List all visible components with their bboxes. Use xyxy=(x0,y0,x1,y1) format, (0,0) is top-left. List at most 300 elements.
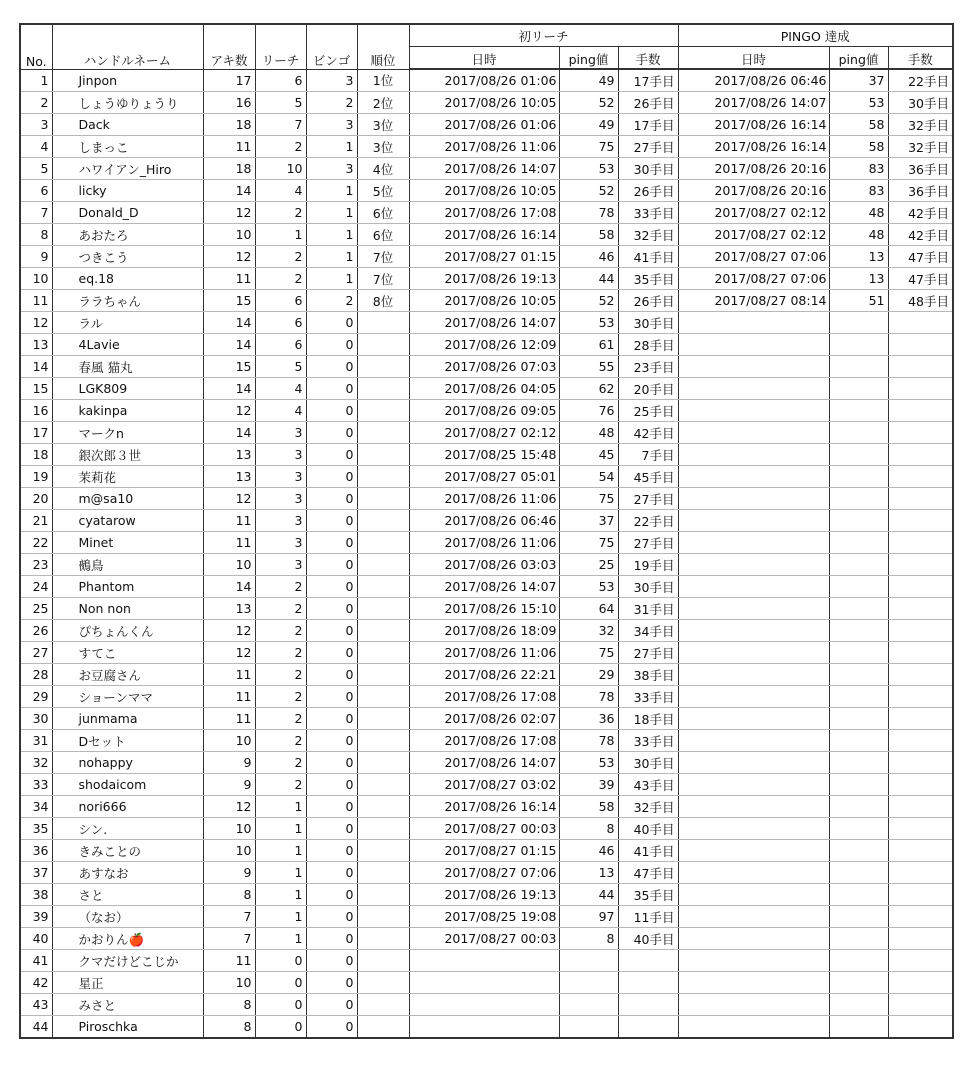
cell-aki: 10 xyxy=(203,818,255,840)
cell-reach-moves: 30手目 xyxy=(618,576,678,598)
cell-reach-datetime: 2017/08/27 02:12 xyxy=(409,422,559,444)
cell-no: 37 xyxy=(20,862,52,884)
cell-reach-datetime xyxy=(409,972,559,994)
cell-aki: 11 xyxy=(203,686,255,708)
cell-name: Minet xyxy=(52,532,203,554)
cell-pingo-moves xyxy=(888,950,953,972)
cell-no: 21 xyxy=(20,510,52,532)
cell-pingo-datetime xyxy=(678,818,829,840)
cell-reach-ping: 58 xyxy=(559,224,618,246)
cell-reach: 3 xyxy=(255,554,306,576)
cell-reach: 3 xyxy=(255,422,306,444)
cell-pingo-datetime xyxy=(678,906,829,928)
cell-pingo-moves xyxy=(888,554,953,576)
cell-aki: 11 xyxy=(203,268,255,290)
cell-aki: 14 xyxy=(203,312,255,334)
cell-reach: 3 xyxy=(255,444,306,466)
cell-name: つきこう xyxy=(52,246,203,268)
cell-reach: 2 xyxy=(255,268,306,290)
cell-pingo-datetime xyxy=(678,510,829,532)
cell-bingo: 0 xyxy=(306,356,357,378)
cell-name: マークn xyxy=(52,422,203,444)
cell-reach-moves: 47手目 xyxy=(618,862,678,884)
cell-pingo-ping xyxy=(829,334,888,356)
cell-reach: 2 xyxy=(255,598,306,620)
cell-bingo: 0 xyxy=(306,730,357,752)
cell-reach: 0 xyxy=(255,950,306,972)
cell-reach: 6 xyxy=(255,290,306,312)
cell-bingo: 0 xyxy=(306,862,357,884)
cell-pingo-ping xyxy=(829,1016,888,1039)
cell-pingo-datetime: 2017/08/26 14:07 xyxy=(678,92,829,114)
cell-aki: 14 xyxy=(203,334,255,356)
cell-bingo: 0 xyxy=(306,906,357,928)
cell-no: 42 xyxy=(20,972,52,994)
cell-reach-datetime: 2017/08/26 03:03 xyxy=(409,554,559,576)
table-row xyxy=(20,268,953,290)
cell-reach-datetime: 2017/08/26 06:46 xyxy=(409,510,559,532)
cell-pingo-moves: 22手目 xyxy=(888,69,953,92)
cell-reach-moves: 19手目 xyxy=(618,554,678,576)
table-row xyxy=(20,796,953,818)
cell-name: かおりん🍎 xyxy=(52,928,203,950)
cell-reach: 3 xyxy=(255,488,306,510)
cell-pingo-datetime: 2017/08/26 20:16 xyxy=(678,158,829,180)
cell-reach: 6 xyxy=(255,334,306,356)
cell-bingo: 0 xyxy=(306,488,357,510)
cell-reach-moves: 40手目 xyxy=(618,928,678,950)
cell-reach-ping: 29 xyxy=(559,664,618,686)
cell-pingo-ping xyxy=(829,664,888,686)
cell-rank xyxy=(357,532,409,554)
cell-bingo: 0 xyxy=(306,796,357,818)
cell-aki: 13 xyxy=(203,598,255,620)
cell-reach-datetime: 2017/08/26 15:10 xyxy=(409,598,559,620)
cell-pingo-ping xyxy=(829,444,888,466)
cell-aki: 13 xyxy=(203,444,255,466)
cell-bingo: 3 xyxy=(306,69,357,92)
cell-no: 28 xyxy=(20,664,52,686)
cell-pingo-moves xyxy=(888,532,953,554)
header-first-reach: 初リーチ xyxy=(409,24,678,47)
cell-pingo-moves xyxy=(888,774,953,796)
cell-aki: 12 xyxy=(203,400,255,422)
cell-name: 銀次郎３世 xyxy=(52,444,203,466)
cell-aki: 9 xyxy=(203,774,255,796)
cell-reach-datetime: 2017/08/26 17:08 xyxy=(409,686,559,708)
cell-bingo: 1 xyxy=(306,224,357,246)
table-row xyxy=(20,928,953,950)
cell-no: 44 xyxy=(20,1016,52,1039)
cell-pingo-moves xyxy=(888,752,953,774)
cell-rank xyxy=(357,312,409,334)
cell-pingo-datetime xyxy=(678,400,829,422)
cell-rank: 7位 xyxy=(357,246,409,268)
cell-reach-moves: 26手目 xyxy=(618,290,678,312)
table-row xyxy=(20,312,953,334)
cell-name: kakinpa xyxy=(52,400,203,422)
table-row xyxy=(20,950,953,972)
cell-pingo-datetime xyxy=(678,422,829,444)
cell-reach-ping: 53 xyxy=(559,312,618,334)
cell-reach-datetime xyxy=(409,1016,559,1039)
cell-name: Dセット xyxy=(52,730,203,752)
cell-pingo-moves xyxy=(888,444,953,466)
cell-name: ララちゃん xyxy=(52,290,203,312)
header-pingo: PINGO 達成 xyxy=(678,24,953,47)
cell-rank xyxy=(357,774,409,796)
cell-no: 12 xyxy=(20,312,52,334)
cell-reach-datetime: 2017/08/26 17:08 xyxy=(409,730,559,752)
cell-name: LGK809 xyxy=(52,378,203,400)
cell-name: m@sa10 xyxy=(52,488,203,510)
cell-reach-datetime: 2017/08/27 03:02 xyxy=(409,774,559,796)
cell-bingo: 0 xyxy=(306,950,357,972)
cell-name: Phantom xyxy=(52,576,203,598)
cell-pingo-ping: 58 xyxy=(829,136,888,158)
cell-pingo-moves xyxy=(888,510,953,532)
cell-pingo-datetime xyxy=(678,686,829,708)
table-row xyxy=(20,686,953,708)
cell-reach: 4 xyxy=(255,400,306,422)
table-row xyxy=(20,246,953,268)
cell-pingo-ping: 48 xyxy=(829,202,888,224)
cell-reach-moves: 27手目 xyxy=(618,532,678,554)
cell-reach-datetime: 2017/08/26 14:07 xyxy=(409,312,559,334)
cell-reach: 1 xyxy=(255,906,306,928)
cell-pingo-ping: 13 xyxy=(829,246,888,268)
cell-reach-datetime: 2017/08/26 19:13 xyxy=(409,884,559,906)
cell-reach-moves: 30手目 xyxy=(618,752,678,774)
cell-reach-datetime: 2017/08/26 22:21 xyxy=(409,664,559,686)
table-row xyxy=(20,730,953,752)
cell-pingo-ping xyxy=(829,686,888,708)
cell-name: Piroschka xyxy=(52,1016,203,1039)
cell-aki: 12 xyxy=(203,642,255,664)
cell-bingo: 0 xyxy=(306,466,357,488)
cell-bingo: 0 xyxy=(306,752,357,774)
cell-name: junmama xyxy=(52,708,203,730)
cell-reach-datetime: 2017/08/25 19:08 xyxy=(409,906,559,928)
cell-no: 39 xyxy=(20,906,52,928)
cell-pingo-datetime xyxy=(678,444,829,466)
table-row xyxy=(20,532,953,554)
cell-pingo-moves: 32手目 xyxy=(888,136,953,158)
cell-aki: 13 xyxy=(203,466,255,488)
cell-reach-ping: 75 xyxy=(559,532,618,554)
cell-reach-datetime: 2017/08/26 02:07 xyxy=(409,708,559,730)
cell-reach-ping: 62 xyxy=(559,378,618,400)
cell-reach-moves: 32手目 xyxy=(618,796,678,818)
cell-reach-ping: 78 xyxy=(559,730,618,752)
cell-rank: 3位 xyxy=(357,136,409,158)
cell-reach: 5 xyxy=(255,92,306,114)
cell-rank xyxy=(357,884,409,906)
cell-reach-moves: 26手目 xyxy=(618,180,678,202)
cell-reach-moves: 23手目 xyxy=(618,356,678,378)
header-pingo-moves: 手数 xyxy=(888,47,953,70)
cell-reach: 1 xyxy=(255,884,306,906)
cell-pingo-ping xyxy=(829,928,888,950)
cell-bingo: 0 xyxy=(306,400,357,422)
cell-reach: 2 xyxy=(255,620,306,642)
cell-no: 4 xyxy=(20,136,52,158)
cell-aki: 7 xyxy=(203,906,255,928)
cell-bingo: 0 xyxy=(306,818,357,840)
cell-rank xyxy=(357,730,409,752)
cell-reach-ping xyxy=(559,1016,618,1039)
cell-rank xyxy=(357,642,409,664)
cell-bingo: 0 xyxy=(306,642,357,664)
cell-name: 鵺鳥 xyxy=(52,554,203,576)
table-row xyxy=(20,620,953,642)
table-row xyxy=(20,378,953,400)
table-row xyxy=(20,906,953,928)
cell-rank xyxy=(357,1016,409,1039)
cell-reach: 7 xyxy=(255,114,306,136)
cell-pingo-moves xyxy=(888,1016,953,1039)
table-row xyxy=(20,752,953,774)
cell-reach-datetime: 2017/08/26 11:06 xyxy=(409,642,559,664)
cell-reach-ping: 8 xyxy=(559,818,618,840)
cell-bingo: 0 xyxy=(306,510,357,532)
cell-reach-moves xyxy=(618,1016,678,1039)
cell-bingo: 3 xyxy=(306,158,357,180)
cell-aki: 8 xyxy=(203,1016,255,1039)
cell-reach-moves: 45手目 xyxy=(618,466,678,488)
cell-reach-datetime: 2017/08/27 01:15 xyxy=(409,840,559,862)
cell-pingo-ping xyxy=(829,554,888,576)
cell-reach-datetime: 2017/08/26 01:06 xyxy=(409,114,559,136)
cell-reach-datetime: 2017/08/26 17:08 xyxy=(409,202,559,224)
cell-name: nohappy xyxy=(52,752,203,774)
cell-pingo-datetime xyxy=(678,994,829,1016)
cell-aki: 14 xyxy=(203,422,255,444)
cell-reach-ping: 75 xyxy=(559,488,618,510)
cell-pingo-ping: 37 xyxy=(829,69,888,92)
cell-pingo-ping xyxy=(829,422,888,444)
cell-pingo-datetime xyxy=(678,532,829,554)
cell-reach-ping: 97 xyxy=(559,906,618,928)
cell-pingo-datetime xyxy=(678,664,829,686)
cell-aki: 11 xyxy=(203,136,255,158)
table-row xyxy=(20,202,953,224)
cell-aki: 12 xyxy=(203,796,255,818)
cell-rank xyxy=(357,928,409,950)
table-row xyxy=(20,862,953,884)
cell-aki: 11 xyxy=(203,708,255,730)
cell-pingo-ping xyxy=(829,466,888,488)
cell-pingo-ping xyxy=(829,488,888,510)
cell-pingo-moves xyxy=(888,840,953,862)
cell-pingo-ping xyxy=(829,312,888,334)
cell-pingo-moves: 47手目 xyxy=(888,246,953,268)
cell-name: クマだけどこじか xyxy=(52,950,203,972)
cell-aki: 12 xyxy=(203,620,255,642)
cell-name: Donald_D xyxy=(52,202,203,224)
cell-reach: 1 xyxy=(255,862,306,884)
cell-reach: 0 xyxy=(255,1016,306,1039)
cell-pingo-datetime xyxy=(678,1016,829,1039)
cell-bingo: 0 xyxy=(306,686,357,708)
cell-reach-ping: 53 xyxy=(559,158,618,180)
cell-pingo-moves xyxy=(888,928,953,950)
cell-reach-moves: 38手目 xyxy=(618,664,678,686)
cell-reach-moves: 40手目 xyxy=(618,818,678,840)
cell-no: 34 xyxy=(20,796,52,818)
cell-no: 43 xyxy=(20,994,52,1016)
cell-rank: 5位 xyxy=(357,180,409,202)
cell-bingo: 3 xyxy=(306,114,357,136)
cell-pingo-ping: 51 xyxy=(829,290,888,312)
cell-pingo-moves: 32手目 xyxy=(888,114,953,136)
header-reach-datetime: 日時 xyxy=(409,47,559,70)
table-row xyxy=(20,224,953,246)
cell-pingo-ping xyxy=(829,752,888,774)
cell-bingo: 0 xyxy=(306,532,357,554)
cell-name: Jinpon xyxy=(52,69,203,92)
cell-reach-datetime xyxy=(409,950,559,972)
cell-aki: 7 xyxy=(203,928,255,950)
cell-rank xyxy=(357,378,409,400)
cell-reach-moves: 27手目 xyxy=(618,642,678,664)
cell-bingo: 2 xyxy=(306,92,357,114)
cell-reach: 0 xyxy=(255,994,306,1016)
cell-pingo-moves: 30手目 xyxy=(888,92,953,114)
table-row xyxy=(20,994,953,1016)
cell-pingo-datetime xyxy=(678,620,829,642)
cell-name: ぴちょんくん xyxy=(52,620,203,642)
cell-aki: 11 xyxy=(203,950,255,972)
cell-reach: 10 xyxy=(255,158,306,180)
cell-rank xyxy=(357,620,409,642)
cell-no: 22 xyxy=(20,532,52,554)
cell-aki: 12 xyxy=(203,246,255,268)
cell-reach: 3 xyxy=(255,466,306,488)
cell-reach-moves: 28手目 xyxy=(618,334,678,356)
cell-reach-moves: 30手目 xyxy=(618,158,678,180)
cell-rank xyxy=(357,686,409,708)
cell-reach-ping: 54 xyxy=(559,466,618,488)
cell-pingo-moves: 36手目 xyxy=(888,158,953,180)
table-row xyxy=(20,69,953,92)
cell-bingo: 0 xyxy=(306,664,357,686)
cell-pingo-moves xyxy=(888,818,953,840)
cell-pingo-ping xyxy=(829,532,888,554)
cell-pingo-ping xyxy=(829,972,888,994)
cell-rank xyxy=(357,422,409,444)
header-name: ハンドルネーム xyxy=(52,24,203,69)
cell-pingo-moves xyxy=(888,576,953,598)
cell-bingo: 0 xyxy=(306,554,357,576)
cell-pingo-moves: 47手目 xyxy=(888,268,953,290)
cell-no: 14 xyxy=(20,356,52,378)
cell-rank xyxy=(357,466,409,488)
cell-no: 38 xyxy=(20,884,52,906)
cell-pingo-ping xyxy=(829,598,888,620)
cell-rank: 4位 xyxy=(357,158,409,180)
cell-pingo-ping xyxy=(829,950,888,972)
cell-aki: 10 xyxy=(203,840,255,862)
header-pingo-datetime: 日時 xyxy=(678,47,829,70)
cell-no: 3 xyxy=(20,114,52,136)
cell-reach-ping: 75 xyxy=(559,642,618,664)
cell-reach-datetime: 2017/08/26 07:03 xyxy=(409,356,559,378)
cell-reach-datetime: 2017/08/26 11:06 xyxy=(409,488,559,510)
cell-rank: 6位 xyxy=(357,202,409,224)
cell-reach-moves: 22手目 xyxy=(618,510,678,532)
cell-reach-ping: 52 xyxy=(559,290,618,312)
cell-no: 33 xyxy=(20,774,52,796)
cell-pingo-datetime xyxy=(678,378,829,400)
cell-reach: 5 xyxy=(255,356,306,378)
cell-reach: 2 xyxy=(255,202,306,224)
cell-pingo-ping: 53 xyxy=(829,92,888,114)
cell-reach-datetime: 2017/08/26 11:06 xyxy=(409,532,559,554)
cell-reach-datetime: 2017/08/26 10:05 xyxy=(409,180,559,202)
cell-aki: 9 xyxy=(203,752,255,774)
cell-bingo: 0 xyxy=(306,334,357,356)
cell-rank xyxy=(357,796,409,818)
cell-no: 19 xyxy=(20,466,52,488)
cell-aki: 8 xyxy=(203,884,255,906)
cell-reach: 3 xyxy=(255,510,306,532)
cell-reach: 6 xyxy=(255,69,306,92)
cell-no: 13 xyxy=(20,334,52,356)
cell-reach-ping: 44 xyxy=(559,268,618,290)
cell-name: 星正 xyxy=(52,972,203,994)
cell-pingo-datetime xyxy=(678,972,829,994)
cell-rank xyxy=(357,818,409,840)
cell-reach-ping: 76 xyxy=(559,400,618,422)
cell-bingo: 0 xyxy=(306,444,357,466)
cell-reach-moves: 41手目 xyxy=(618,246,678,268)
cell-reach: 2 xyxy=(255,752,306,774)
cell-name: nori666 xyxy=(52,796,203,818)
cell-no: 35 xyxy=(20,818,52,840)
cell-pingo-datetime xyxy=(678,928,829,950)
cell-bingo: 1 xyxy=(306,202,357,224)
cell-reach-ping: 44 xyxy=(559,884,618,906)
cell-rank xyxy=(357,906,409,928)
cell-aki: 10 xyxy=(203,224,255,246)
cell-pingo-moves xyxy=(888,906,953,928)
cell-aki: 10 xyxy=(203,972,255,994)
cell-pingo-moves xyxy=(888,466,953,488)
cell-aki: 14 xyxy=(203,576,255,598)
cell-reach-datetime: 2017/08/26 10:05 xyxy=(409,290,559,312)
cell-aki: 16 xyxy=(203,92,255,114)
cell-pingo-moves xyxy=(888,862,953,884)
cell-reach: 2 xyxy=(255,708,306,730)
cell-no: 8 xyxy=(20,224,52,246)
cell-name: さと xyxy=(52,884,203,906)
cell-reach-datetime: 2017/08/27 00:03 xyxy=(409,818,559,840)
cell-name: お豆腐さん xyxy=(52,664,203,686)
cell-bingo: 2 xyxy=(306,290,357,312)
cell-no: 27 xyxy=(20,642,52,664)
cell-reach: 1 xyxy=(255,224,306,246)
cell-name: licky xyxy=(52,180,203,202)
cell-reach-datetime: 2017/08/26 19:13 xyxy=(409,268,559,290)
cell-reach-ping: 37 xyxy=(559,510,618,532)
cell-pingo-ping xyxy=(829,400,888,422)
table-row xyxy=(20,400,953,422)
cell-reach-moves: 11手目 xyxy=(618,906,678,928)
cell-reach-moves: 32手目 xyxy=(618,224,678,246)
cell-rank xyxy=(357,862,409,884)
cell-no: 32 xyxy=(20,752,52,774)
